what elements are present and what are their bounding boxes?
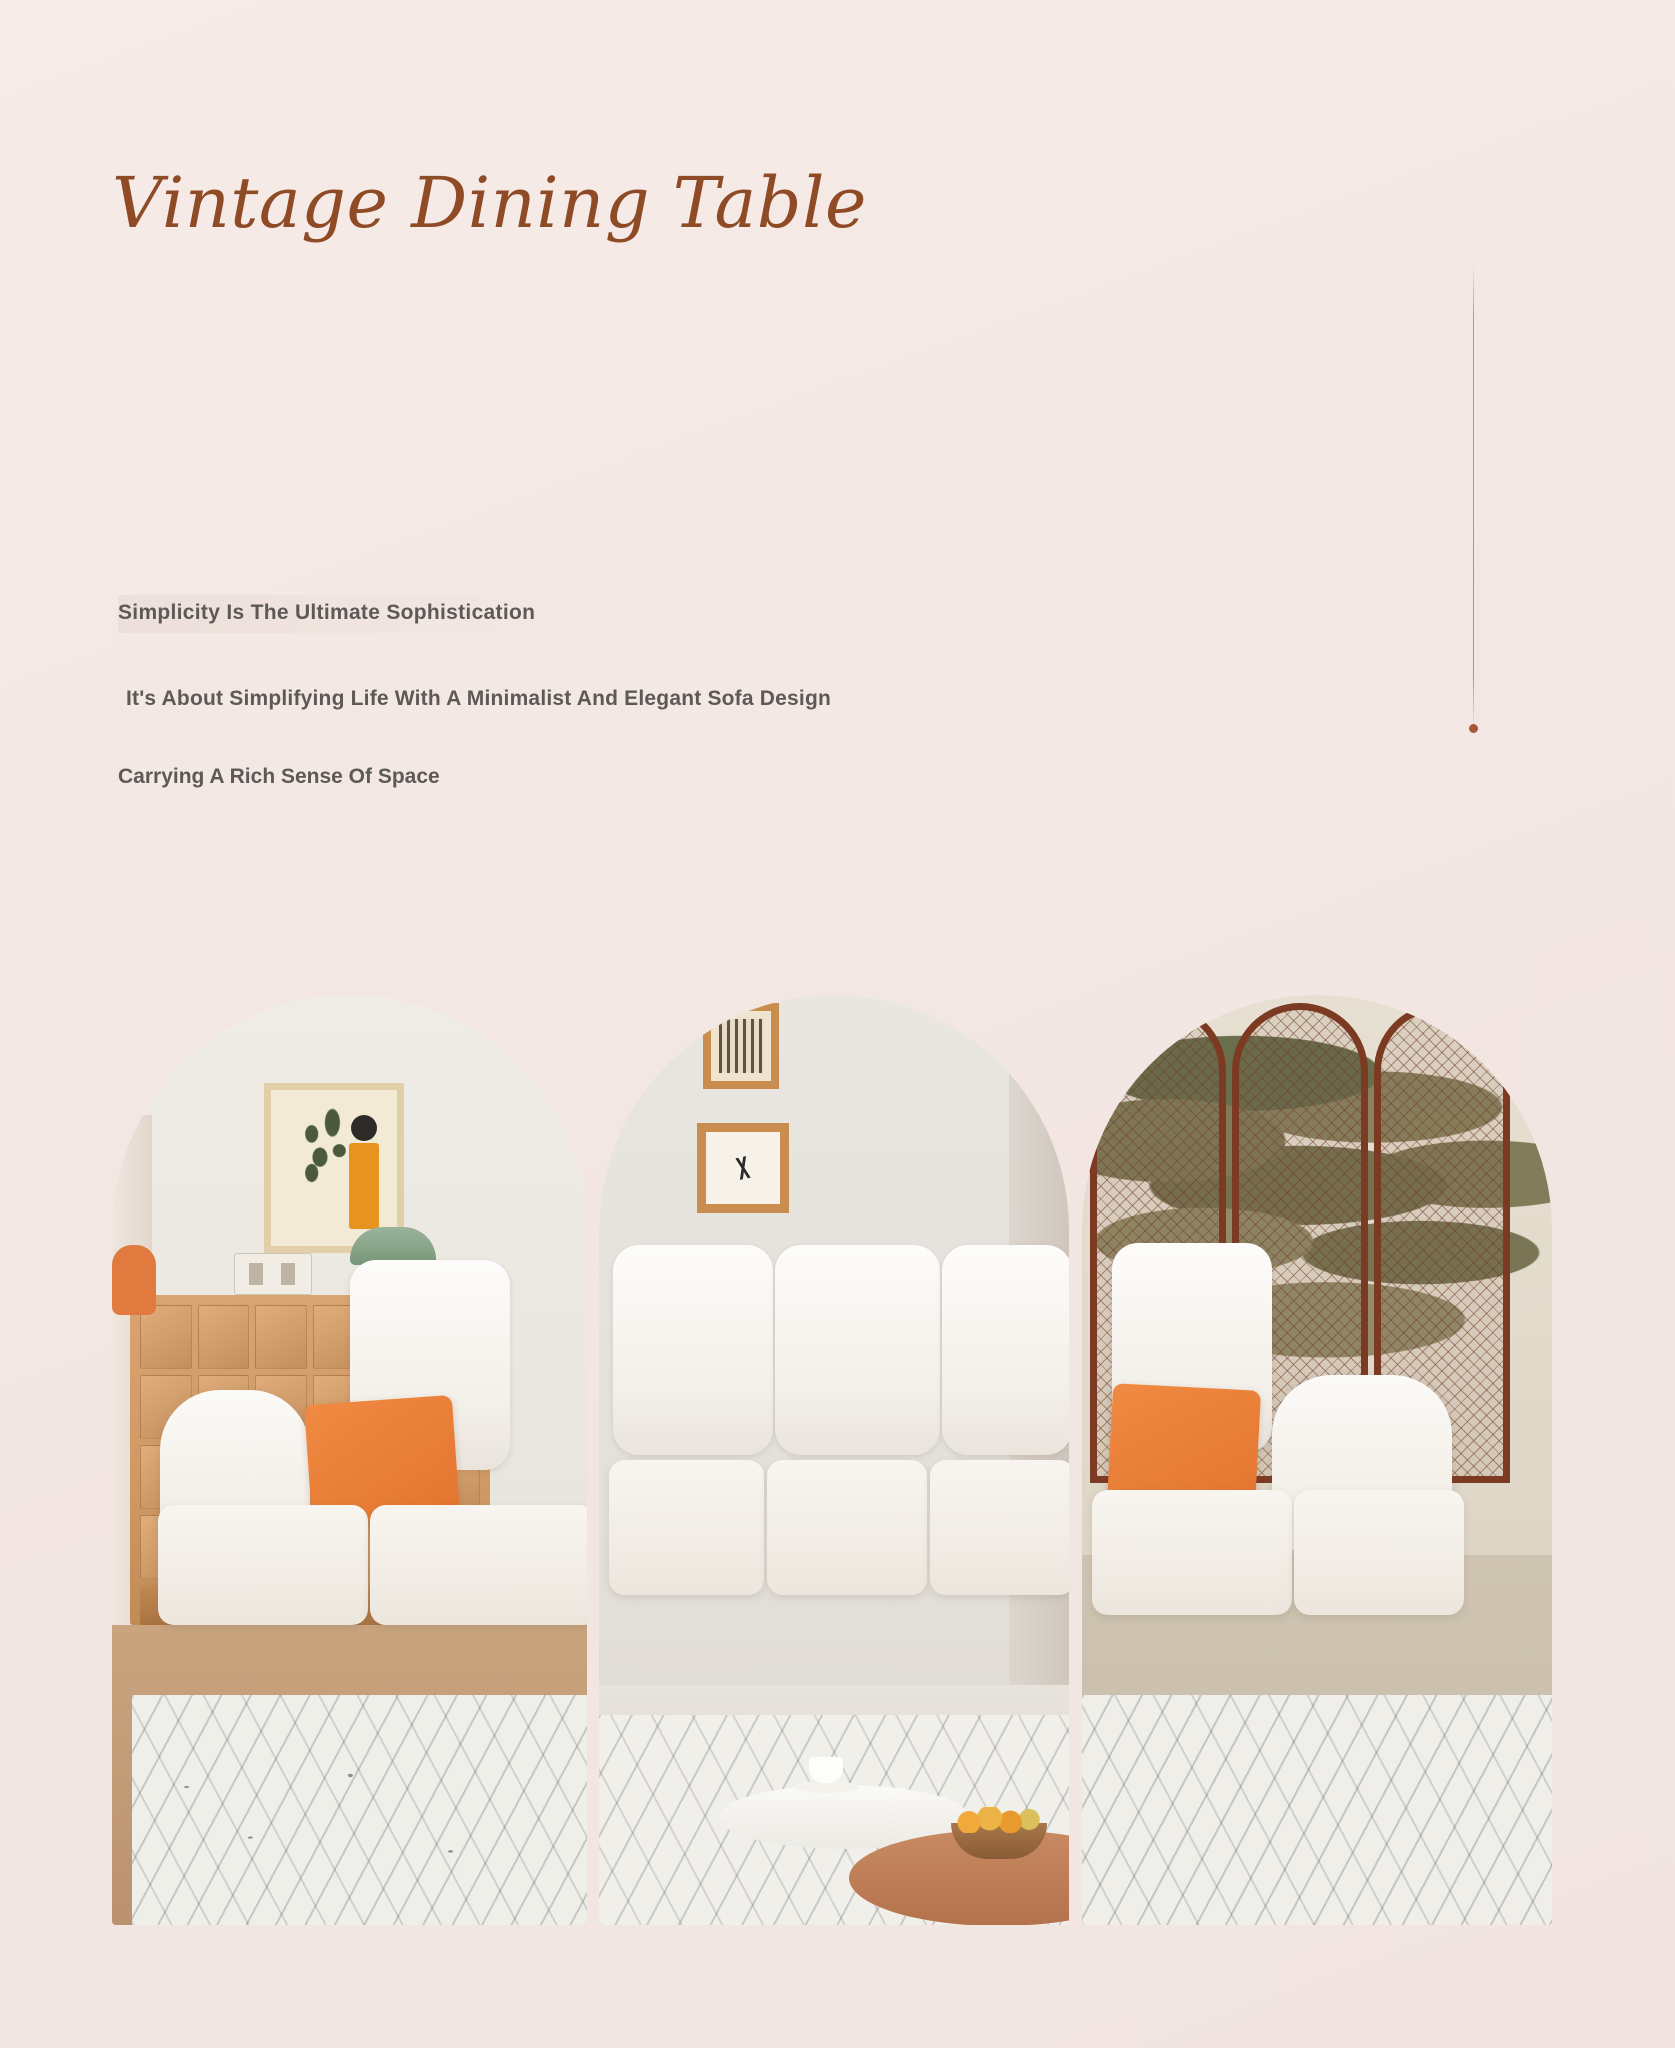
wall-switch xyxy=(234,1253,312,1295)
sofa-back-cushion xyxy=(775,1245,940,1455)
rug xyxy=(1082,1695,1552,1925)
arch-photo-left-scene xyxy=(112,995,587,1925)
coffee-cup xyxy=(809,1757,843,1783)
sofa-seat-cushion xyxy=(1294,1490,1464,1615)
tagline-primary: Simplicity Is The Ultimate Sophistication xyxy=(118,595,575,633)
framed-art-lower xyxy=(697,1123,789,1213)
arch-photo-center-scene xyxy=(599,995,1069,1925)
sofa-seat-cushion xyxy=(370,1505,587,1625)
arch-photo-center[interactable] xyxy=(599,995,1069,1925)
circle-motif-icon xyxy=(351,1115,377,1141)
rug xyxy=(132,1695,587,1925)
bird-motif-icon xyxy=(724,1154,762,1183)
arch-photo-right-scene xyxy=(1082,995,1552,1925)
tagline-secondary: It's About Simplifying Life With A Minimalist And Elegant Sofa Design xyxy=(126,687,832,710)
photo-gallery xyxy=(112,995,1582,1925)
sofa-back-cushion xyxy=(942,1245,1069,1455)
bar-motif-icon xyxy=(349,1143,379,1229)
page-title: Vintage Dining Table xyxy=(112,162,867,244)
fruit xyxy=(957,1807,1043,1833)
tagline-tertiary: Carrying A Rich Sense Of Space xyxy=(118,765,440,788)
sofa-seat-cushion xyxy=(930,1460,1069,1595)
sofa-seat-cushion xyxy=(158,1505,368,1625)
sofa-back-cushion xyxy=(613,1245,773,1455)
framed-art-upper xyxy=(703,1003,779,1089)
sofa-seat-cushion xyxy=(1092,1490,1292,1615)
orange-vase xyxy=(112,1245,156,1315)
sofa-seat-cushion xyxy=(609,1460,764,1595)
arch-photo-right[interactable] xyxy=(1082,995,1552,1925)
sofa-seat-cushion xyxy=(767,1460,927,1595)
rule-end-dot-icon xyxy=(1469,724,1478,733)
vertical-rule-divider xyxy=(1473,265,1474,730)
arch-photo-left[interactable] xyxy=(112,995,587,1925)
